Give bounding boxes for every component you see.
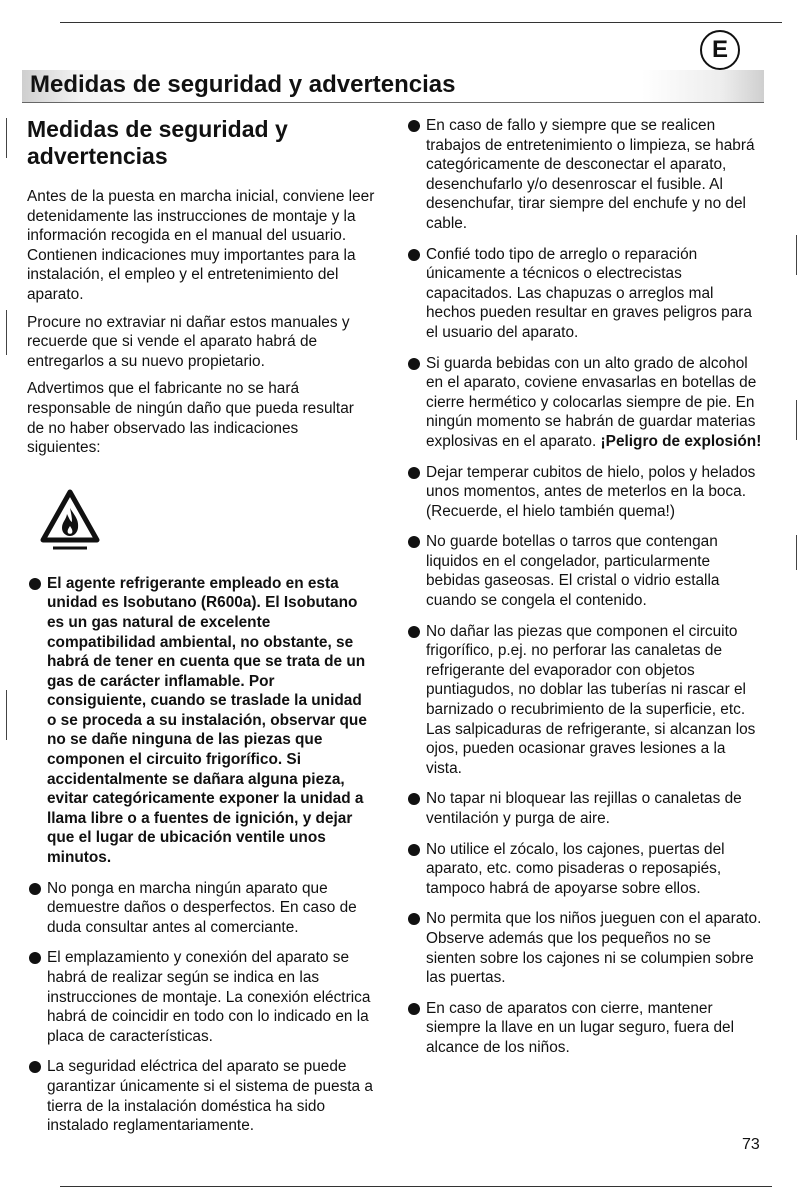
top-rule <box>60 22 782 23</box>
intro-paragraph: Procure no extraviar ni dañar estos manuales y recuerde que si vende el aparato habrá de entregarlos a su nuevo propietario. <box>27 313 350 370</box>
right-bullet-list <box>406 116 764 1058</box>
left-bullet-list <box>27 574 375 1136</box>
margin-tick <box>796 400 797 440</box>
margin-tick <box>6 118 7 158</box>
explosion-warning: ¡Peligro de explosión! <box>600 432 762 450</box>
page-number: 73 <box>742 1136 760 1153</box>
intro-paragraph: Advertimos que el fabricante no se hará responsable de ningún daño que pueda resultar de no haber observado las indicaciones siguientes: <box>27 380 354 457</box>
margin-tick <box>6 690 7 740</box>
list-item: El emplazamiento y conexión del aparato se habrá de realizar según se indica en las instrucciones de montaje. La conexión eléctrica habrá de coincidir en todo con lo indicado en la placa de características. <box>27 948 375 1046</box>
list-item: Dejar temperar cubitos de hielo, polos y helados unos momentos, antes de meterlos en la boca. (Recuerde, el hielo también quema!) <box>406 463 764 522</box>
margin-tick <box>796 235 797 275</box>
bottom-rule <box>60 1186 772 1187</box>
list-item: La seguridad eléctrica del aparato se puede garantizar únicamente si el sistema de puesta a tierra de la instalación doméstica ha sido instalado reglamentariamente. <box>27 1057 375 1135</box>
list-item: No ponga en marcha ningún aparato que demuestre daños o desperfectos. En caso de duda consultar antes al comerciante. <box>27 879 375 938</box>
language-badge <box>700 30 740 70</box>
left-column <box>27 116 375 1147</box>
language-badge-label: E <box>711 36 728 63</box>
list-item: El agente refrigerante empleado en esta unidad es Isobutano (R600a). El Isobutano es un gas natural de excelente compatibilidad ambiental, no obstante, se habrá de tener en cuenta que se trata de un gas de carácter inflamable. Por consiguiente, cuando se traslade la unidad o se proceda a su instalación, observar que no se dañe ninguna de las piezas que componen el circuito frigorífico. Si accidentalmente se dañara alguna pieza, evitar categóricamente exponer la unidad a llama libre o a fuentes de ignición, y dejar que el lugar de ubicación ventile unos minutos. <box>27 574 375 868</box>
list-item: No permita que los niños jueguen con el aparato. Observe además que los pequeños no se sienten sobre los cajones ni se columpien sobre las puertas. <box>406 909 764 987</box>
right-column <box>406 116 764 1069</box>
list-item: En caso de fallo y siempre que se realicen trabajos de entretenimiento o limpieza, se habrá categóricamente de desconectar el aparato, desenchufarlo y/o desenroscar el fusible. Al desenchufar, tirar siempre del enchufe y no del cable. <box>406 116 764 234</box>
list-item: No dañar las piezas que componen el circuito frigorífico, p.ej. no perforar las canaletas de refrigerante del evaporador con objetos puntiagudos, no doblar las tuberías ni rascar el barnizado o recubrimiento de la superficie, etc. Las salpicaduras de refrigerante, si alcanzan los ojos, pueden ocasionar graves lesiones a la vista. <box>406 622 764 779</box>
flammable-warning-icon <box>39 488 101 558</box>
list-item-alcohol <box>406 354 764 452</box>
list-item: No utilice el zócalo, los cajones, puertas del aparato, etc. como pisaderas o reposapiés, tampoco habrá de apoyarse sobre ellos. <box>406 840 764 899</box>
list-item: No tapar ni bloquear las rejillas o canaletas de ventilación y purga de aire. <box>406 789 764 828</box>
list-item: Confié todo tipo de arreglo o reparación únicamente a técnicos o electrecistas capacitados. Las chapuzas o arreglos mal hechos pueden resultar en graves peligros para el usuario del aparato. <box>406 245 764 343</box>
list-item: No guarde botellas o tarros que contengan liquidos en el congelador, particularmente bebidas gaseosas. El cristal o vidrio estalla cuando se congela el contenido. <box>406 532 764 610</box>
banner-title: Medidas de seguridad y advertencias <box>30 71 456 98</box>
margin-tick <box>796 535 797 570</box>
section-banner <box>22 70 764 103</box>
list-item: En caso de aparatos con cierre, mantener siempre la llave en un lugar seguro, fuera del alcance de los niños. <box>406 999 764 1058</box>
alcohol-text: Si guarda bebidas con un alto grado de alcohol en el aparato, coviene envasarlas en botellas de cierre hermético y colocarlas siempre de pie. En ningún momento se habrán de guardar materias explosivas en el aparato. <box>426 354 757 450</box>
margin-tick <box>6 310 7 355</box>
intro-paragraph: Antes de la puesta en marcha inicial, conviene leer detenidamente las instrucciones de montaje y la información recogida en el manual del usuario. Contienen indicaciones muy importantes para la instalación, el empleo y el entretenimiento del aparato. <box>27 188 375 303</box>
section-title: Medidas de seguridad y advertencias <box>27 116 288 169</box>
